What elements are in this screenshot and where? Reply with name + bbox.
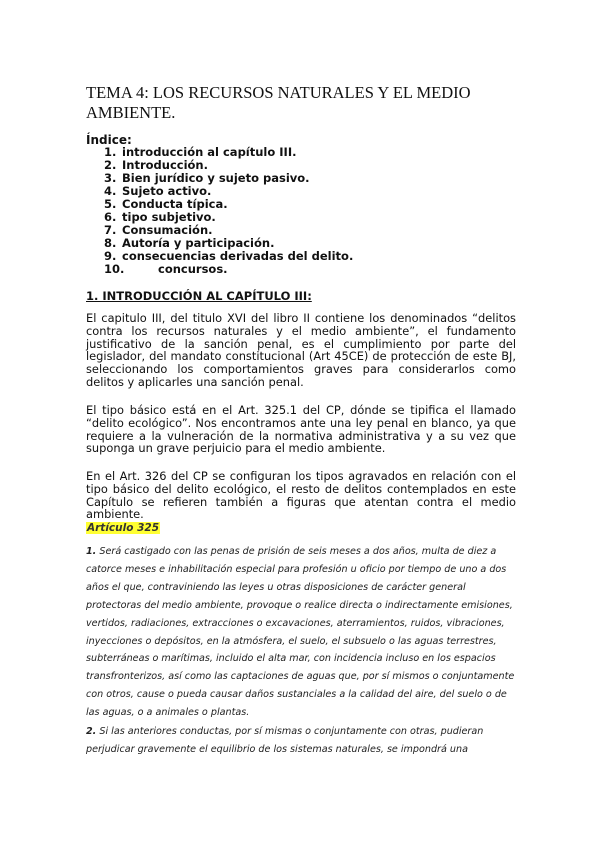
body-paragraph: El capitulo III, del titulo XVI del libro II contiene los denominados “delitos contra los recursos naturales y el medio ambiente”, el fundamento justificativo de la sanción penal, es el cumplimiento por parte del legislador, del mandato constitucional (Art 45CE) de protección de este BJ, seleccionando los comportamientos graves para considerarlos como delitos y aplicarles una sanción penal. [86, 311, 516, 389]
index-item: 4. Sujeto activo. [104, 184, 212, 198]
article-label: Artículo 325 [87, 522, 160, 534]
index-item: 5. Conducta típica. [104, 197, 228, 211]
index-item: 6. tipo subjetivo. [104, 210, 216, 224]
section-heading: 1. INTRODUCCIÓN AL CAPÍTULO III: [86, 289, 312, 303]
index-item: 9. consecuencias derivadas del delito. [104, 249, 354, 263]
article-paragraph [86, 543, 516, 722]
article-paragraph [86, 723, 516, 759]
article-paragraph-text: Será castigado con las penas de prisión de seis meses a dos años, multa de diez a catorce meses e inhabilitación especial para profesión u oficio por tiempo de uno a dos años el que, contraviniendo las leyes u otras disposiciones de carácter general protectoras del medio ambiente, provoque o realice directa o indirectamente emisiones, vertidos, radiaciones, extracciones o excavaciones, aterramientos, ruidos, vibraciones, inyecciones o depósitos, en la atmósfera, el suelo, el subsuelo o las aguas terrestres, subterráneas o marítimas, incluido el alta mar, con incidencia incluso en los espacios transfronterizos, así como las captaciones de aguas que, por sí mismos o conjuntamente con otros, cause o pueda causar daños sustanciales a la calidad del aire, del suelo o de las aguas, o a animales o plantas. [86, 546, 515, 719]
document-title: TEMA 4: LOS RECURSOS NATURALES Y EL MEDIO AMBIENTE. [86, 83, 471, 122]
body-paragraph: En el Art. 326 del CP se configuran los tipos agravados en relación con el tipo básico del delito ecológico, el resto de delitos contemplados en este Capítulo se refieren también a figuras que atentan contra el medio ambiente. [86, 469, 516, 522]
index-item: 1. introducción al capítulo III. [104, 145, 297, 159]
index-heading: Índice: [86, 133, 132, 147]
article-paragraph-number: 1. [86, 546, 97, 557]
index-item: 8. Autoría y participación. [104, 236, 275, 250]
index-item: 10. concursos. [104, 262, 228, 276]
index-item: 7. Consumación. [104, 223, 213, 237]
article-paragraph-number: 2. [86, 726, 97, 737]
body-paragraph: El tipo básico está en el Art. 325.1 del CP, dónde se tipifica el llamado “delito ecológico”. Nos encontramos ante una ley penal en blanco, ya que requiere a la vulneración de la normativa administrativa y a su vez que suponga un grave perjuicio para el medio ambiente. [86, 403, 516, 456]
index-item: 3. Bien jurídico y sujeto pasivo. [104, 171, 310, 185]
article-paragraph-text: Si las anteriores conductas, por sí mismas o conjuntamente con otras, pudieran perjudicar gravemente el equilibrio de los sistemas naturales, se impondrá una [86, 726, 484, 755]
index-item: 2. Introducción. [104, 158, 208, 172]
index-list [104, 146, 353, 276]
